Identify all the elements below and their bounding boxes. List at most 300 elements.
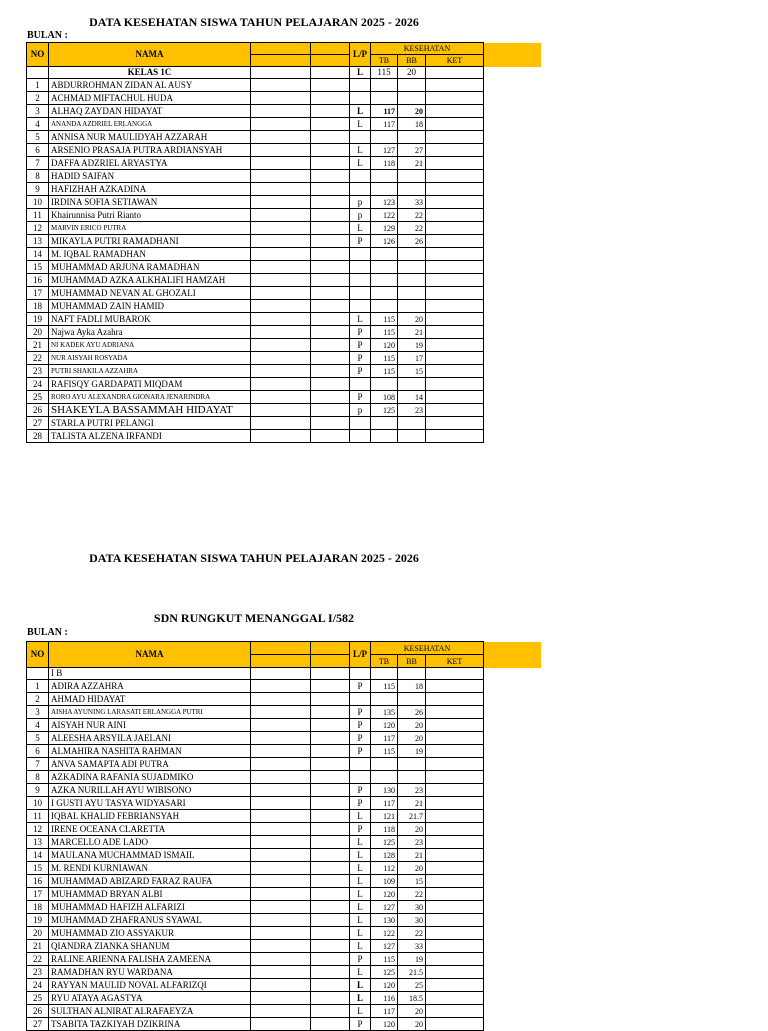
cell-no: 22 bbox=[27, 953, 49, 966]
header-tb: TB bbox=[371, 655, 398, 668]
cell-lp: P bbox=[350, 823, 371, 836]
cell-tb: 130 bbox=[371, 914, 398, 927]
table-row bbox=[27, 131, 541, 144]
cell-blank bbox=[311, 430, 350, 443]
cell-ket bbox=[426, 261, 484, 274]
cell-tb: 125 bbox=[371, 404, 398, 417]
cell-blank bbox=[311, 352, 350, 365]
cell-outside bbox=[484, 1018, 541, 1031]
cell-lp: P bbox=[350, 391, 371, 404]
cell-blank bbox=[311, 693, 350, 706]
cell-blank bbox=[311, 680, 350, 693]
cell-no: 6 bbox=[27, 144, 49, 157]
cell-nama: MUHAMMAD ZHAFRANUS SYAWAL bbox=[49, 914, 251, 927]
cell-outside bbox=[484, 927, 541, 940]
cell-blank bbox=[251, 719, 311, 732]
cell-lp: L bbox=[350, 940, 371, 953]
cell-lp: P bbox=[350, 797, 371, 810]
cell-bb: 20 bbox=[398, 67, 426, 79]
cell-blank bbox=[311, 849, 350, 862]
header-bb: BB bbox=[398, 55, 426, 67]
cell-blank bbox=[251, 875, 311, 888]
table-row bbox=[27, 274, 541, 287]
cell-blank bbox=[311, 326, 350, 339]
cell-tb bbox=[371, 261, 398, 274]
cell-bb: 21 bbox=[398, 849, 426, 862]
cell-no: 10 bbox=[27, 797, 49, 810]
table-row bbox=[27, 118, 541, 131]
cell-bb bbox=[398, 417, 426, 430]
cell-no: 27 bbox=[27, 1018, 49, 1031]
table-row bbox=[27, 222, 541, 235]
cell-bb: 26 bbox=[398, 706, 426, 719]
cell-no: 21 bbox=[27, 940, 49, 953]
cell-tb bbox=[371, 771, 398, 784]
cell-nama: M. RENDI KURNIAWAN bbox=[49, 862, 251, 875]
table-row bbox=[27, 953, 541, 966]
cell-lp: L bbox=[350, 992, 371, 1005]
cell-ket bbox=[426, 365, 484, 378]
cell-no: 11 bbox=[27, 810, 49, 823]
cell-nama: ALEESHA ARSYILA JAELANI bbox=[49, 732, 251, 745]
cell-lp bbox=[350, 274, 371, 287]
cell-tb bbox=[371, 758, 398, 771]
table-row bbox=[27, 927, 541, 940]
cell-no: 4 bbox=[27, 118, 49, 131]
cell-blank bbox=[251, 79, 311, 92]
cell-no: 15 bbox=[27, 862, 49, 875]
cell-outside bbox=[484, 693, 541, 706]
header-blank bbox=[251, 55, 311, 67]
cell-blank bbox=[251, 222, 311, 235]
cell-lp: L bbox=[350, 1005, 371, 1018]
cell-blank bbox=[251, 992, 311, 1005]
cell-ket bbox=[426, 196, 484, 209]
cell-ket bbox=[426, 92, 484, 105]
cell-bb bbox=[398, 693, 426, 706]
cell-bb: 30 bbox=[398, 914, 426, 927]
cell-ket bbox=[426, 927, 484, 940]
cell-ket bbox=[426, 287, 484, 300]
cell-ket bbox=[426, 940, 484, 953]
cell-outside bbox=[484, 339, 541, 352]
cell-outside bbox=[484, 732, 541, 745]
cell-blank bbox=[311, 1018, 350, 1031]
cell-ket bbox=[426, 849, 484, 862]
table-row bbox=[27, 1005, 541, 1018]
cell-ket bbox=[426, 144, 484, 157]
header-kesehatan: KESEHATAN bbox=[371, 43, 484, 55]
cell-ket bbox=[426, 901, 484, 914]
cell-outside bbox=[484, 248, 541, 261]
cell-lp: P bbox=[350, 352, 371, 365]
cell-bb: 23 bbox=[398, 784, 426, 797]
cell-blank bbox=[251, 170, 311, 183]
cell-blank bbox=[311, 732, 350, 745]
cell-blank bbox=[251, 287, 311, 300]
cell-tb bbox=[371, 693, 398, 706]
cell-blank bbox=[311, 927, 350, 940]
cell-outside bbox=[484, 758, 541, 771]
cell-nama: Khairunnisa Putri Rianto bbox=[49, 209, 251, 222]
cell-ket bbox=[426, 888, 484, 901]
cell-outside bbox=[484, 170, 541, 183]
cell-bb bbox=[398, 183, 426, 196]
cell-ket bbox=[426, 248, 484, 261]
table-row bbox=[27, 862, 541, 875]
cell-bb: 19 bbox=[398, 953, 426, 966]
table-row bbox=[27, 823, 541, 836]
header-lp: L/P bbox=[350, 642, 371, 668]
cell-blank bbox=[311, 797, 350, 810]
cell-no: 22 bbox=[27, 352, 49, 365]
cell-ket bbox=[426, 836, 484, 849]
cell-blank bbox=[251, 706, 311, 719]
cell-tb: 127 bbox=[371, 144, 398, 157]
cell-outside bbox=[484, 430, 541, 443]
cell-no: 1 bbox=[27, 680, 49, 693]
cell-ket bbox=[426, 352, 484, 365]
sheet1-bulan-label: BULAN : bbox=[27, 30, 68, 41]
header-no: NO bbox=[27, 642, 49, 668]
cell-bb: 23 bbox=[398, 404, 426, 417]
cell-ket bbox=[426, 274, 484, 287]
cell-outside bbox=[484, 719, 541, 732]
cell-outside bbox=[484, 378, 541, 391]
cell-blank bbox=[251, 131, 311, 144]
cell-blank bbox=[251, 365, 311, 378]
cell-bb: 17 bbox=[398, 352, 426, 365]
cell-nama: STARLA PUTRI PELANGI bbox=[49, 417, 251, 430]
cell-ket bbox=[426, 235, 484, 248]
cell-tb: 115 bbox=[371, 745, 398, 758]
cell-tb bbox=[371, 378, 398, 391]
cell-blank bbox=[251, 352, 311, 365]
cell-outside bbox=[484, 888, 541, 901]
table-row bbox=[27, 300, 541, 313]
cell-outside bbox=[484, 823, 541, 836]
cell-bb: 18 bbox=[398, 680, 426, 693]
cell-lp: P bbox=[350, 680, 371, 693]
cell-blank bbox=[311, 248, 350, 261]
cell-ket bbox=[426, 79, 484, 92]
cell-lp: L bbox=[350, 836, 371, 849]
cell-nama: RALINE ARIENNA FALISHA ZAMEENA bbox=[49, 953, 251, 966]
cell-lp: P bbox=[350, 784, 371, 797]
header-nama: NAMA bbox=[49, 642, 251, 668]
cell-tb: 112 bbox=[371, 862, 398, 875]
cell-no: 20 bbox=[27, 326, 49, 339]
cell-bb: 26 bbox=[398, 235, 426, 248]
cell-tb bbox=[371, 300, 398, 313]
cell-nama: AISHA AYUNING LARASATI ERLANGGA PUTRI bbox=[49, 706, 251, 719]
cell-outside bbox=[484, 67, 541, 79]
cell-blank bbox=[251, 300, 311, 313]
cell-lp: P bbox=[350, 326, 371, 339]
cell-nama: HAFIZHAH AZKADINA bbox=[49, 183, 251, 196]
cell-blank bbox=[251, 927, 311, 940]
cell-bb bbox=[398, 378, 426, 391]
cell-tb: 127 bbox=[371, 901, 398, 914]
cell-outside bbox=[484, 914, 541, 927]
cell-ket bbox=[426, 131, 484, 144]
cell-lp: P bbox=[350, 745, 371, 758]
table-row bbox=[27, 313, 541, 326]
cell-no: 10 bbox=[27, 196, 49, 209]
cell-bb: 22 bbox=[398, 222, 426, 235]
table-row bbox=[27, 170, 541, 183]
cell-no: 9 bbox=[27, 183, 49, 196]
cell-nama: AZKA NURILLAH AYU WIBISONO bbox=[49, 784, 251, 797]
cell-bb bbox=[398, 758, 426, 771]
cell-no: 3 bbox=[27, 706, 49, 719]
cell-nama: ALHAQ ZAYDAN HIDAYAT bbox=[49, 105, 251, 118]
cell-ket bbox=[426, 430, 484, 443]
cell-bb bbox=[398, 668, 426, 680]
cell-tb bbox=[371, 248, 398, 261]
cell-blank bbox=[311, 784, 350, 797]
cell-blank bbox=[251, 668, 311, 680]
cell-lp: P bbox=[350, 706, 371, 719]
cell-ket bbox=[426, 966, 484, 979]
table-row bbox=[27, 144, 541, 157]
cell-no: 16 bbox=[27, 875, 49, 888]
cell-ket bbox=[426, 719, 484, 732]
cell-nama: AZKADINA RAFANIA SUJADMIKO bbox=[49, 771, 251, 784]
cell-bb: 33 bbox=[398, 196, 426, 209]
cell-ket bbox=[426, 313, 484, 326]
cell-no: 24 bbox=[27, 378, 49, 391]
cell-blank bbox=[251, 732, 311, 745]
cell-nama: MUHAMMAD AZKA ALKHALIFI HAMZAH bbox=[49, 274, 251, 287]
cell-nama: TSABITA TAZKIYAH DZIKRINA bbox=[49, 1018, 251, 1031]
cell-ket bbox=[426, 758, 484, 771]
cell-nama: ACHMAD MIFTACHUL HUDA bbox=[49, 92, 251, 105]
cell-outside bbox=[484, 131, 541, 144]
cell-no: 25 bbox=[27, 391, 49, 404]
cell-blank bbox=[311, 875, 350, 888]
cell-lp: L bbox=[350, 875, 371, 888]
cell-lp: L bbox=[350, 810, 371, 823]
cell-bb: 23 bbox=[398, 836, 426, 849]
cell-nama: Najwa Ayka Azahra bbox=[49, 326, 251, 339]
cell-lp bbox=[350, 693, 371, 706]
header-ket: KET bbox=[426, 655, 484, 668]
cell-nama: MAULANA MUCHAMMAD ISMAIL bbox=[49, 849, 251, 862]
table-row bbox=[27, 235, 541, 248]
cell-outside bbox=[484, 222, 541, 235]
header-blank bbox=[311, 642, 350, 655]
cell-lp: L bbox=[350, 927, 371, 940]
cell-nama: NI KADEK AYU ADRIANA bbox=[49, 339, 251, 352]
cell-no: 13 bbox=[27, 836, 49, 849]
cell-ket bbox=[426, 183, 484, 196]
cell-lp: L bbox=[350, 966, 371, 979]
cell-nama: TALISTA ALZENA IRFANDI bbox=[49, 430, 251, 443]
cell-tb: 117 bbox=[371, 797, 398, 810]
cell-lp: L bbox=[350, 979, 371, 992]
table-row bbox=[27, 248, 541, 261]
cell-ket bbox=[426, 823, 484, 836]
cell-bb: 20 bbox=[398, 1018, 426, 1031]
cell-blank bbox=[311, 706, 350, 719]
cell-outside bbox=[484, 313, 541, 326]
cell-tb: 117 bbox=[371, 118, 398, 131]
sheet2-table bbox=[26, 641, 541, 1031]
cell-tb: 122 bbox=[371, 209, 398, 222]
cell-outside bbox=[484, 92, 541, 105]
cell-ket bbox=[426, 979, 484, 992]
cell-bb bbox=[398, 92, 426, 105]
sheet1-title: DATA KESEHATAN SISWA TAHUN PELAJARAN 2025 - 2026 bbox=[89, 15, 419, 29]
cell-outside bbox=[484, 810, 541, 823]
cell-nama: MARVIN ERICO PUTRA bbox=[49, 222, 251, 235]
cell-nama: ARSENIO PRASAJA PUTRA ARDIANSYAH bbox=[49, 144, 251, 157]
cell-tb: 125 bbox=[371, 836, 398, 849]
cell-lp bbox=[350, 430, 371, 443]
cell-outside bbox=[484, 196, 541, 209]
cell-blank bbox=[251, 823, 311, 836]
cell-tb: 121 bbox=[371, 810, 398, 823]
cell-bb: 22 bbox=[398, 209, 426, 222]
table-row bbox=[27, 966, 541, 979]
cell-blank bbox=[311, 105, 350, 118]
cell-bb: 20 bbox=[398, 823, 426, 836]
cell-tb: 125 bbox=[371, 966, 398, 979]
cell-blank bbox=[251, 209, 311, 222]
cell-lp: P bbox=[350, 1018, 371, 1031]
cell-lp: L bbox=[350, 862, 371, 875]
cell-blank bbox=[311, 313, 350, 326]
cell-bb: 19 bbox=[398, 339, 426, 352]
header-nama: NAMA bbox=[49, 43, 251, 67]
cell-blank bbox=[251, 797, 311, 810]
cell-bb: 33 bbox=[398, 940, 426, 953]
cell-blank bbox=[311, 92, 350, 105]
cell-tb: 126 bbox=[371, 235, 398, 248]
cell-ket bbox=[426, 706, 484, 719]
cell-ket bbox=[426, 810, 484, 823]
cell-no: 14 bbox=[27, 849, 49, 862]
table-row bbox=[27, 836, 541, 849]
cell-no: 17 bbox=[27, 287, 49, 300]
cell-blank bbox=[251, 914, 311, 927]
cell-blank bbox=[251, 67, 311, 79]
cell-ket bbox=[426, 784, 484, 797]
cell-no: 11 bbox=[27, 209, 49, 222]
cell-bb: 20 bbox=[398, 105, 426, 118]
cell-nama: RAFISQY GARDAPATI MIQDAM bbox=[49, 378, 251, 391]
cell-lp bbox=[350, 417, 371, 430]
cell-ket bbox=[426, 680, 484, 693]
cell-outside bbox=[484, 300, 541, 313]
cell-ket bbox=[426, 668, 484, 680]
cell-no: 26 bbox=[27, 1005, 49, 1018]
cell-tb: 108 bbox=[371, 391, 398, 404]
cell-nama: HADID SAIFAN bbox=[49, 170, 251, 183]
class-row bbox=[27, 668, 541, 680]
cell-ket bbox=[426, 170, 484, 183]
cell-bb: 18 bbox=[398, 118, 426, 131]
table-row bbox=[27, 992, 541, 1005]
cell-bb: 19 bbox=[398, 745, 426, 758]
header-kesehatan: KESEHATAN bbox=[371, 642, 484, 655]
cell-ket bbox=[426, 105, 484, 118]
cell-lp bbox=[350, 131, 371, 144]
table-row bbox=[27, 758, 541, 771]
cell-blank bbox=[311, 979, 350, 992]
cell-outside bbox=[484, 274, 541, 287]
cell-outside bbox=[484, 417, 541, 430]
cell-lp bbox=[350, 668, 371, 680]
cell-outside bbox=[484, 79, 541, 92]
cell-blank bbox=[251, 248, 311, 261]
header-bb: BB bbox=[398, 655, 426, 668]
sheet1-table bbox=[26, 42, 541, 443]
table-row bbox=[27, 875, 541, 888]
table-row bbox=[27, 888, 541, 901]
cell-lp bbox=[350, 758, 371, 771]
cell-bb: 21.5 bbox=[398, 966, 426, 979]
cell-blank bbox=[311, 261, 350, 274]
cell-bb bbox=[398, 79, 426, 92]
cell-no: 7 bbox=[27, 157, 49, 170]
cell-nama: MUHAMMAD ABIZARD FARAZ RAUFA bbox=[49, 875, 251, 888]
cell-nama: ALMAHIRA NASHITA RAHMAN bbox=[49, 745, 251, 758]
cell-bb: 15 bbox=[398, 365, 426, 378]
cell-nama: RYU ATAYA AGASTYA bbox=[49, 992, 251, 1005]
cell-blank bbox=[251, 339, 311, 352]
table-row bbox=[27, 183, 541, 196]
cell-tb bbox=[371, 287, 398, 300]
cell-blank bbox=[251, 235, 311, 248]
cell-lp bbox=[350, 300, 371, 313]
cell-tb: 120 bbox=[371, 1018, 398, 1031]
cell-blank bbox=[311, 287, 350, 300]
cell-ket bbox=[426, 209, 484, 222]
cell-blank bbox=[311, 79, 350, 92]
header-blank bbox=[251, 43, 311, 55]
cell-bb: 25 bbox=[398, 979, 426, 992]
cell-lp bbox=[350, 92, 371, 105]
table-row bbox=[27, 378, 541, 391]
cell-nama: SULTHAN ALNIRAT ALRAFAEYZA bbox=[49, 1005, 251, 1018]
cell-no bbox=[27, 668, 49, 680]
cell-lp: L bbox=[350, 914, 371, 927]
cell-lp bbox=[350, 378, 371, 391]
cell-tb: 117 bbox=[371, 732, 398, 745]
cell-no: 1 bbox=[27, 79, 49, 92]
cell-lp: L bbox=[350, 901, 371, 914]
header-no: NO bbox=[27, 43, 49, 67]
cell-lp bbox=[350, 261, 371, 274]
header-blank bbox=[251, 642, 311, 655]
cell-nama: AHMAD HIDAYAT bbox=[49, 693, 251, 706]
cell-no: 18 bbox=[27, 300, 49, 313]
cell-blank bbox=[251, 430, 311, 443]
table-row bbox=[27, 680, 541, 693]
cell-lp: L bbox=[350, 313, 371, 326]
header-fill bbox=[484, 43, 541, 67]
cell-blank bbox=[311, 862, 350, 875]
cell-blank bbox=[311, 67, 350, 79]
cell-no: 8 bbox=[27, 170, 49, 183]
cell-no: 2 bbox=[27, 92, 49, 105]
class-label: KELAS 1C bbox=[49, 67, 251, 79]
cell-nama: ADIRA AZZAHRA bbox=[49, 680, 251, 693]
cell-bb: 14 bbox=[398, 391, 426, 404]
cell-lp bbox=[350, 771, 371, 784]
